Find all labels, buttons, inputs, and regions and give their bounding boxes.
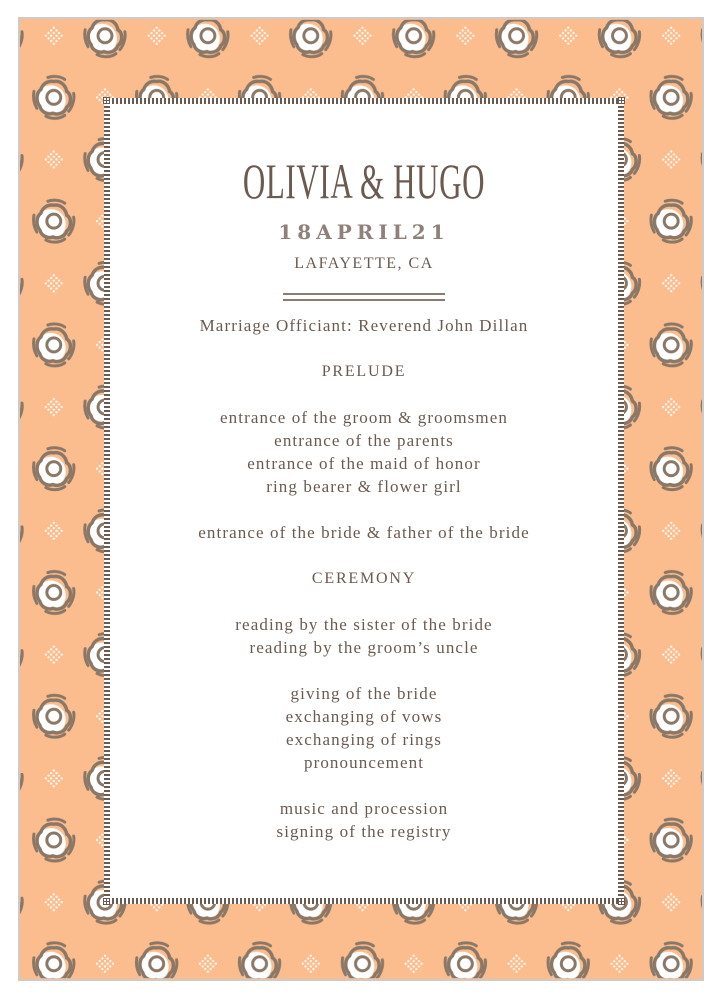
corner-ornament-icon bbox=[618, 97, 625, 104]
stitched-border-bottom bbox=[108, 898, 620, 904]
corner-ornament-icon bbox=[103, 97, 110, 104]
program-item: entrance of the maid of honor bbox=[247, 454, 481, 473]
stitched-border-top bbox=[108, 98, 620, 104]
program-item: reading by the groom’s uncle bbox=[249, 638, 479, 657]
wedding-location: LAFAYETTE, CA bbox=[294, 255, 434, 272]
program-item: pronouncement bbox=[303, 753, 425, 772]
wedding-date: 18APRIL21 bbox=[278, 220, 450, 244]
program-panel bbox=[108, 102, 620, 900]
program-card bbox=[18, 17, 704, 981]
program-item: giving of the bride bbox=[290, 684, 438, 703]
corner-ornament-icon bbox=[618, 898, 625, 905]
program-body bbox=[108, 314, 620, 843]
program-item: entrance of the parents bbox=[274, 431, 454, 450]
section-heading-prelude: PRELUDE bbox=[321, 363, 407, 380]
program-item: exchanging of rings bbox=[286, 730, 442, 749]
section-heading-ceremony: CEREMONY bbox=[311, 570, 417, 587]
corner-ornament-icon bbox=[103, 898, 110, 905]
program-item: ring bearer & flower girl bbox=[266, 477, 462, 496]
couple-names: OLIVIA & HUGO bbox=[242, 153, 486, 209]
divider-line-top bbox=[283, 293, 445, 295]
program-item: signing of the registry bbox=[276, 822, 452, 841]
program-item: music and procession bbox=[279, 799, 449, 818]
officiant: Marriage Officiant: Reverend John Dillan bbox=[199, 316, 529, 335]
program-item: reading by the sister of the bride bbox=[235, 615, 493, 634]
program-item: entrance of the bride & father of the bride bbox=[198, 523, 530, 542]
program-item: exchanging of vows bbox=[285, 707, 443, 726]
program-item: entrance of the groom & groomsmen bbox=[220, 408, 508, 427]
divider-line-bottom bbox=[283, 299, 445, 301]
